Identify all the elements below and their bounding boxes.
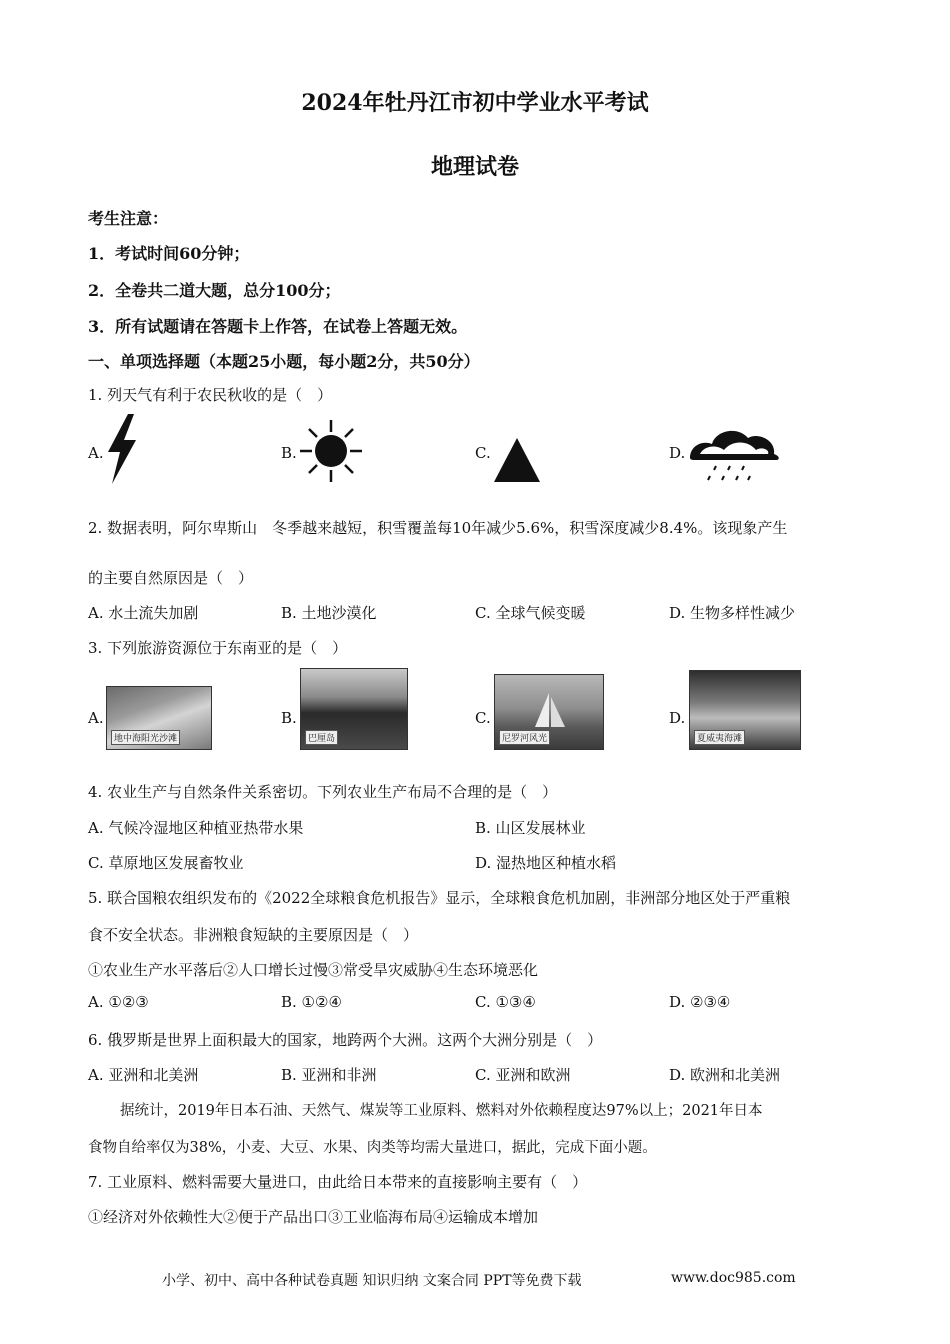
option-d: D. 湿热地区种植水稻: [475, 854, 617, 872]
option-label: C.: [475, 709, 491, 727]
option-c: C. 亚洲和欧洲: [475, 1066, 571, 1084]
lightning-icon: [104, 414, 140, 488]
option-d: D. ②③④: [669, 993, 731, 1011]
option-a: A. ①②③: [88, 993, 149, 1011]
question-stem: 6. 俄罗斯是世界上面积最大的国家，地跨两个大洲。这两个大洲分别是（ ）: [88, 1031, 603, 1049]
option-label: D.: [669, 709, 686, 727]
option-a: A. 气候冷湿地区种植亚热带水果: [88, 819, 304, 837]
photo-caption: 夏威夷海滩: [694, 730, 745, 745]
question-choices: ①经济对外依赖性大②便于产品出口③工业临海布局④运输成本增加: [88, 1208, 539, 1226]
option-b: B. ①②④: [281, 993, 342, 1011]
rain-cloud-icon: [686, 424, 782, 488]
question-stem: 的主要自然原因是（ ）: [88, 569, 254, 587]
passage-text: 食物自给率仅为38%，小麦、大豆、水果、肉类等均需大量进口，据此，完成下面小题。: [88, 1140, 657, 1156]
option-b: B. 亚洲和非洲: [281, 1066, 377, 1084]
option-b: B. 土地沙漠化: [281, 604, 377, 622]
option-a: A. 水土流失加剧: [88, 604, 199, 622]
notice-heading: 考生注意：: [88, 209, 169, 228]
question-stem: 7. 工业原料、燃料需要大量进口，由此给日本带来的直接影响主要有（ ）: [88, 1173, 588, 1191]
notice-item: 3．所有试题请在答题卡上作答，在试卷上答题无效。: [88, 317, 468, 336]
notice-item: 1．考试时间60分钟；: [88, 244, 250, 263]
passage-text: 据统计，2019年日本石油、天然气、煤炭等工业原料、燃料对外依赖程度达97%以上；2021年日本: [120, 1103, 763, 1119]
exam-subtitle: 地理试卷: [430, 154, 519, 180]
section-heading: 一、单项选择题（本题25小题，每小题2分，共50分）: [88, 352, 480, 371]
question-stem: 4. 农业生产与自然条件关系密切。下列农业生产布局不合理的是（ ）: [88, 783, 558, 801]
option-d: D. 生物多样性减少: [669, 604, 796, 622]
footer-text: 小学、初中、高中各种试卷真题 知识归纳 文案合同 PPT等免费下载: [162, 1273, 582, 1289]
option-label: A.: [88, 709, 104, 727]
photo-caption: 地中海阳光沙滩: [111, 730, 180, 745]
option-b: B. 山区发展林业: [475, 819, 586, 837]
photo-caption: 尼罗河风光: [499, 730, 550, 745]
question-stem: 3. 下列旅游资源位于东南亚的是（ ）: [88, 639, 348, 657]
option-a: A. 亚洲和北美洲: [88, 1066, 199, 1084]
option-d: D. 欧洲和北美洲: [669, 1066, 781, 1084]
option-c: C. ①③④: [475, 993, 536, 1011]
sun-icon: [298, 418, 364, 488]
option-c: C. 全球气候变暖: [475, 604, 586, 622]
exam-title: 2024年牡丹江市初中学业水平考试: [301, 90, 649, 116]
question-stem: 2. 数据表明，阿尔卑斯山 冬季越来越短，积雪覆盖每10年减少5.6%，积雪深度减少8.4%。该现象产生: [88, 519, 788, 537]
option-label: D.: [669, 444, 686, 462]
option-label: C.: [475, 444, 491, 462]
question-stem: 食不安全状态。非洲粮食短缺的主要原因是（ ）: [88, 926, 419, 944]
hawaii-photo: [689, 670, 801, 750]
question-stem: 1. 列天气有利于农民秋收的是（ ）: [88, 386, 333, 404]
beach-photo: [106, 686, 212, 750]
question-choices: ①农业生产水平落后②人口增长过慢③常受旱灾威胁④生态环境恶化: [88, 961, 539, 979]
option-c: C. 草原地区发展畜牧业: [88, 854, 244, 872]
island-photo: [300, 668, 408, 750]
photo-caption: 巴厘岛: [305, 730, 338, 745]
river-photo: [494, 674, 604, 750]
triangle-icon: [492, 436, 542, 488]
footer-link[interactable]: www.doc985.com: [671, 1270, 796, 1286]
option-label: B.: [281, 444, 297, 462]
option-label: B.: [281, 709, 297, 727]
notice-item: 2．全卷共二道大题，总分100分；: [88, 281, 341, 300]
question-stem: 5. 联合国粮农组织发布的《2022全球粮食危机报告》显示，全球粮食危机加剧，非洲部分地区处于严重粮: [88, 889, 791, 907]
option-label: A.: [88, 444, 104, 462]
